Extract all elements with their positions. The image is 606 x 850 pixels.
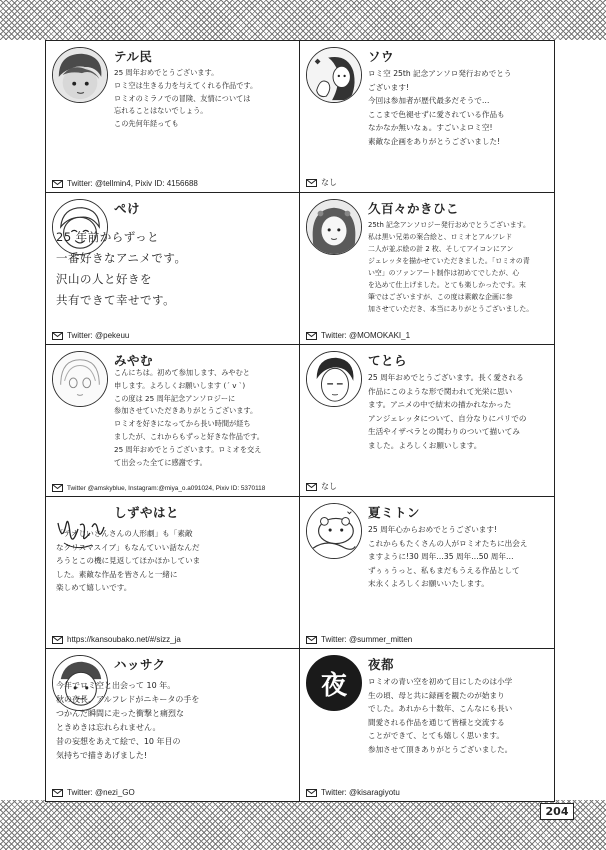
mail-icon bbox=[52, 484, 63, 492]
mail-icon bbox=[52, 636, 63, 644]
contact-text: Twitter: @nezi_GO bbox=[67, 788, 135, 797]
contributor-card bbox=[300, 193, 554, 345]
contributor-contact bbox=[306, 788, 550, 797]
contributor-message: 25 年前からずっと 一番好きなアニメです。 沢山の人と好きを 共有できて幸せです。 bbox=[56, 230, 187, 307]
contributor-message: 25 周年心からおめでとうございます! これからもたくさんの人がロミオたちに出会え ますように!30 周年…35 周年…50 周年… ずぅぅうっと、私もまだもうえる作品として 末永くよろしくお願いいたします。 bbox=[368, 525, 528, 588]
contributor-name: みやむ bbox=[114, 353, 154, 368]
contributor-contact bbox=[52, 331, 295, 340]
contributor-contact bbox=[306, 481, 550, 492]
contact-text: Twitter: @summer_mitten bbox=[321, 635, 413, 644]
angeletta-portrait-icon bbox=[306, 199, 362, 255]
contributor-name: ソウ bbox=[368, 49, 395, 64]
avatar-kanji: 夜 bbox=[320, 670, 347, 701]
contributor-contact bbox=[52, 484, 295, 492]
contributor-name: てとら bbox=[368, 353, 408, 368]
contributor-card bbox=[46, 41, 300, 193]
contributor-contact bbox=[52, 179, 295, 188]
contributor-contact bbox=[306, 177, 550, 188]
contributor-message: 25 周年おめでとうございます。長く愛される 作品にこのような形で関われて光栄に思い ます。アニメの中で結末の描かれなかった アンジェレッタについて、自分なりにパリでの 生活やイザベラとの関わりのついて描いてみ ました。よろしくお願いします。 bbox=[368, 373, 527, 450]
contributor-message: 今年でロミ空と出会って 10 年。 秋の夜長、アルフレドがニキータの手を つかんだ瞬間に走った衝撃と痛烈な ときめきは忘れられません。 昔の妄想をあえて絵で、10 年目の 気持ちで描きあげました! bbox=[56, 681, 200, 760]
contributor-name: 久百々かきひこ bbox=[368, 201, 460, 216]
contributor-contact bbox=[306, 331, 550, 340]
contact-text: なし bbox=[321, 482, 337, 491]
contributor-card bbox=[46, 193, 300, 345]
contributor-card bbox=[46, 649, 300, 801]
contributor-card bbox=[46, 497, 300, 649]
contributor-message: ロミ空 25th 記念アンソロ発行おめでとう ございます! 今回は参加者が歴代最多だそうで… ここまで色褪せずに愛されている作品も なかなか無いなぁ。すごいよロミ空! 素敵な企画をありがとうございました! bbox=[368, 69, 512, 146]
contributor-contact bbox=[306, 635, 550, 644]
contributor-card bbox=[300, 497, 554, 649]
mail-icon bbox=[306, 483, 317, 491]
contact-text: Twitter: @MOMOKAKI_1 bbox=[321, 331, 411, 340]
contributor-message: 「テオじいさんさんの人形劇」も「素敵 なクリスマスイブ」もなんていい話なんだ ろうとこの機に見返してほかほかしていま した。素敵な作品を皆さんと一緒に 楽しめて嬉しいです。 bbox=[56, 529, 201, 592]
mail-icon bbox=[306, 332, 317, 340]
contributor-card bbox=[46, 345, 300, 497]
contributor-contact bbox=[52, 788, 295, 797]
contributor-card bbox=[300, 345, 554, 497]
mail-icon bbox=[52, 180, 63, 188]
contributor-card bbox=[300, 41, 554, 193]
top-pattern-band bbox=[0, 0, 606, 40]
man-portrait-icon bbox=[306, 351, 362, 407]
contributor-message: ロミオの青い空を初めて目にしたのは小学 生の頃、母と共に録画を観たのが始まり でした。あれから十数年、こんなにも長い 間愛される作品を通じて皆様と交流する ことができて、とても嬉しく思います。 参加させて頂きありがとうございました。 bbox=[368, 677, 513, 754]
contact-text: Twitter: @tellmin4, Pixiv ID: 4156688 bbox=[67, 179, 198, 188]
contributor-message: 25th 記念アンソロジー発行おめでとうございます。 私は黒い兄弟の案合絵と、ロミオとアルフレド 二人が並ぶ絵の計 2 枚、そしてアイコンにアン ジェレッタを描かせていただきました。「ロミオの青 い空」のファンアート制作は初めてでしたが、心 を込めて仕上げました。とても楽しかったです。末 筆ではございますが、この度は素敵な企画に参 加させていただき、本当にありがとうございました。 bbox=[368, 221, 534, 313]
contributor-name: 夏ミトン bbox=[368, 505, 421, 520]
mail-icon bbox=[52, 332, 63, 340]
bottom-pattern-band bbox=[0, 800, 606, 850]
contact-text: Twitter: @pekeuu bbox=[67, 331, 130, 340]
ferret-icon bbox=[306, 503, 362, 559]
mail-icon bbox=[52, 789, 63, 797]
page-number: 204 bbox=[540, 803, 574, 820]
contributor-message: 25 周年おめでとうございます。 ロミ空は生きる力を与えてくれる作品です。 ロミオのミラノでの冒険、友情については 忘れることはないでしょう。 この先何年経っても bbox=[114, 68, 258, 129]
boy-portrait-icon bbox=[52, 47, 108, 103]
contributor-name: テル民 bbox=[114, 49, 153, 64]
contact-text: Twitter: @kisaragiyotu bbox=[321, 788, 400, 797]
contributor-contact bbox=[52, 635, 295, 644]
contributor-card bbox=[300, 649, 554, 801]
sketch-girl-icon bbox=[52, 351, 108, 407]
mail-icon bbox=[306, 636, 317, 644]
contributor-name: ぺけ bbox=[114, 201, 141, 216]
contact-text: なし bbox=[321, 178, 337, 187]
contact-text: Twitter @amskyblue, Instagram:@miya_o.a091024, Pixiv ID: 5370118 bbox=[67, 484, 266, 492]
contributor-message: こんにちは。初めて参加します、みやむと 申します。よろしくお願いします (´ v `) この度は 25 周年記念アンソロジーに 参加させていただきありがとうございます。 ロミオを好きになってから長い時間が経ち ましたが、これからもずっと好きな作品です。 25 周年おめでとうございます。ロミオを交え て出会った全てに感謝です。 bbox=[114, 368, 264, 467]
girl-with-animal-icon bbox=[306, 47, 362, 103]
contributor-name: ハッサク bbox=[114, 657, 166, 672]
contributor-grid bbox=[45, 40, 555, 802]
contributor-name: しずやはと bbox=[114, 505, 180, 520]
contributor-name: 夜都 bbox=[368, 657, 395, 672]
mail-icon bbox=[306, 789, 317, 797]
mail-icon bbox=[306, 179, 317, 187]
night-kanji-icon bbox=[306, 655, 362, 711]
contact-text[interactable]: https://kansoubako.net/#/sizz_ja bbox=[67, 635, 181, 644]
